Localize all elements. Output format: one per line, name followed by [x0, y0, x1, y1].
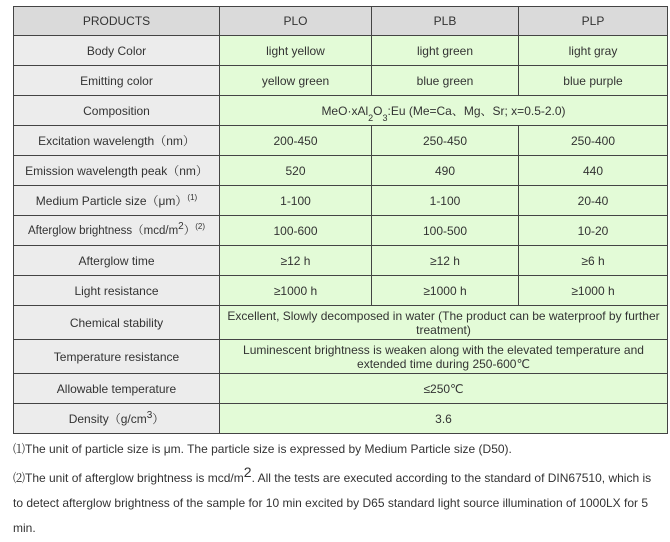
cell-plb: 1-100 [372, 186, 519, 216]
cell-plb: ≥12 h [372, 246, 519, 276]
cell-plp: blue purple [519, 66, 668, 96]
table-row [14, 246, 668, 276]
table-row [14, 126, 668, 156]
composition-part-b: O [373, 103, 383, 118]
row-label-chemical-stability: Chemical stability [14, 306, 220, 340]
cell-chemical-stability: Excellent, Slowly decomposed in water (The product can be waterproof by further treatment) [220, 306, 668, 340]
cell-plp: light gray [519, 36, 668, 66]
header-products: PRODUCTS [14, 7, 220, 36]
cell-composition [220, 96, 668, 126]
density-label-sup: 3 [146, 409, 153, 421]
brightness-label-a: Afterglow brightness（mcd/m [27, 224, 179, 237]
row-label-particle-size [14, 186, 220, 216]
table-row [14, 156, 668, 186]
density-label-a: Density（g/cm [68, 411, 147, 426]
table-row [14, 186, 668, 216]
row-label-body-color: Body Color [14, 36, 220, 66]
footnote-2 [13, 466, 663, 541]
cell-plb: 100-500 [372, 216, 519, 246]
cell-plo: light yellow [220, 36, 372, 66]
table-row [14, 276, 668, 306]
brightness-label-sup: 2 [178, 220, 184, 232]
cell-plp: 250-400 [519, 126, 668, 156]
row-label-emission: Emission wavelength peak（nm） [14, 156, 220, 186]
header-plo: PLO [220, 7, 372, 36]
composition-part-a: MeO·xAl [321, 103, 369, 118]
row-label-composition: Composition [14, 96, 220, 126]
footnote-1: ⑴The unit of particle size is μm. The particle size is expressed by Medium Particle size (D50). [13, 442, 512, 456]
table-row [14, 340, 668, 374]
footnote-2-part-b: . All the tests are executed according to the standard of DIN67510, which is to detect afterglow brightness of the sample for 10 min excited by D65 standard light source illumination of 1000LX for 5 min. [13, 471, 652, 535]
row-label-allowable-temperature: Allowable temperature [14, 374, 220, 404]
cell-plb: ≥1000 h [372, 276, 519, 306]
row-label-excitation: Excitation wavelength（nm） [14, 126, 220, 156]
row-label-light-resistance: Light resistance [14, 276, 220, 306]
cell-plb: 490 [372, 156, 519, 186]
cell-density: 3.6 [220, 404, 668, 434]
cell-plo: 520 [220, 156, 372, 186]
row-label-afterglow-brightness [14, 216, 220, 246]
cell-allowable-temperature: ≤250℃ [220, 374, 668, 404]
cell-plo: ≥1000 h [220, 276, 372, 306]
footnote-marker-2: (2) [195, 221, 206, 231]
composition-sub-1: 2 [368, 112, 374, 123]
header-plb: PLB [372, 7, 519, 36]
row-label-temperature-resistance: Temperature resistance [14, 340, 220, 374]
row-label-afterglow-time: Afterglow time [14, 246, 220, 276]
footnote-2-part-a: ⑵The unit of afterglow brightness is mcd/m [13, 471, 244, 485]
cell-plb: light green [372, 36, 519, 66]
particle-label-text: Medium Particle size（μm） [35, 193, 188, 208]
cell-plo: ≥12 h [220, 246, 372, 276]
cell-plo: 100-600 [220, 216, 372, 246]
table-row [14, 306, 668, 340]
cell-plp: ≥1000 h [519, 276, 668, 306]
table-row [14, 374, 668, 404]
composition-sub-2: 3 [382, 112, 388, 123]
composition-part-c: :Eu (Me=Ca、Mg、Sr; x=0.5-2.0) [387, 103, 566, 118]
table-row [14, 96, 668, 126]
footnote-marker-1: (1) [187, 192, 198, 202]
row-label-emitting-color: Emitting color [14, 66, 220, 96]
density-label-b: ） [152, 411, 165, 426]
table-row [14, 216, 668, 246]
cell-temperature-resistance: Luminescent brightness is weaken along with the elevated temperature and extended time during 250-600℃ [220, 340, 668, 374]
cell-plo: 200-450 [220, 126, 372, 156]
cell-plp: 10-20 [519, 216, 668, 246]
brightness-label-b: ） [183, 224, 196, 237]
cell-plp: ≥6 h [519, 246, 668, 276]
table-row [14, 36, 668, 66]
cell-plo: 1-100 [220, 186, 372, 216]
table-row [14, 66, 668, 96]
cell-plp: 440 [519, 156, 668, 186]
cell-plb: blue green [372, 66, 519, 96]
spec-table-container [13, 6, 667, 434]
header-plp: PLP [519, 7, 668, 36]
footnote-2-sup: 2 [243, 464, 252, 480]
cell-plo: yellow green [220, 66, 372, 96]
table-header-row [14, 7, 668, 36]
row-label-density [14, 404, 220, 434]
product-spec-table [13, 6, 668, 434]
cell-plb: 250-450 [372, 126, 519, 156]
table-row [14, 404, 668, 434]
cell-plp: 20-40 [519, 186, 668, 216]
